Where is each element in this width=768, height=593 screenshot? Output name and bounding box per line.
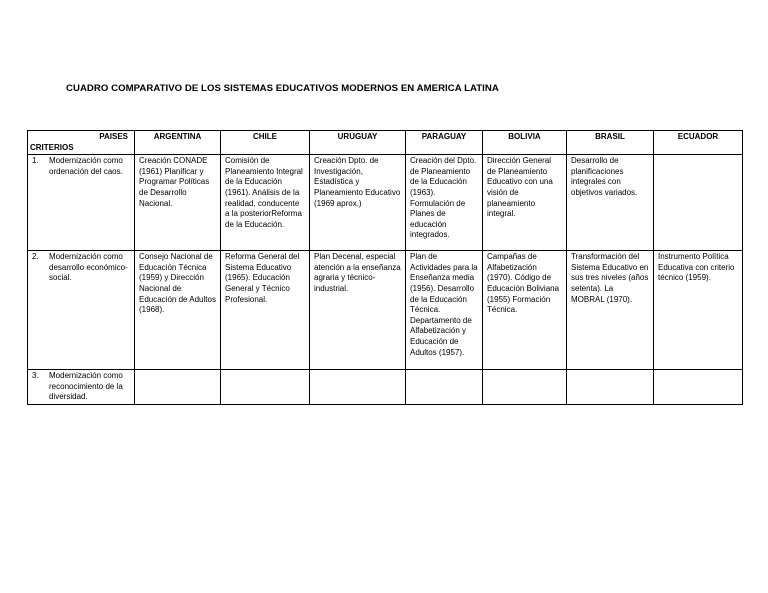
country-header-brasil: BRASIL [567, 131, 654, 155]
table-cell: Consejo Nacional de Educación Técnica (1959) y Dirección Nacional de Educación de Adultos (1968). [135, 251, 221, 370]
table-cell: Plan Decenal, especial atención a la enseñanza agraria y técnico-industrial. [310, 251, 406, 370]
criterion-text: Modernización como reconocimiento de la diversidad. [49, 371, 123, 402]
table-cell: Campañas de Alfabetización (1970). Código de Educación Boliviana (1955) Formación Técnica. [483, 251, 567, 370]
criterion-text: Modernización como desarrollo económico-social. [49, 252, 128, 283]
country-header-bolivia: BOLIVIA [483, 131, 567, 155]
table-cell [310, 370, 406, 405]
table-cell [654, 370, 743, 405]
corner-header-cell [28, 131, 135, 155]
table-cell: Reforma General del Sistema Educativo (1965). Educación General y Técnico Profesional. [221, 251, 310, 370]
table-cell: Creación del Dpto. de Planeamiento de la Educación (1963). Formulación de Planes de educación integrados. [406, 155, 483, 251]
table-cell: Creación CONADE (1961) Planificar y Programar Políticas de Desarrollo Nacional. [135, 155, 221, 251]
table-cell: Instrumento Política Educativa con criterio técnico (1959). [654, 251, 743, 370]
paises-label: PAISES [99, 132, 128, 141]
table-cell [135, 370, 221, 405]
table-row [28, 251, 743, 370]
table-cell: Transformación del Sistema Educativo en sus tres niveles (años setenta). La MOBRAL (1970). [567, 251, 654, 370]
country-header-chile: CHILE [221, 131, 310, 155]
criterion-cell [28, 251, 135, 370]
criterion-number: 2. [32, 252, 39, 262]
criterion-number: 1. [32, 156, 39, 166]
country-header-uruguay: URUGUAY [310, 131, 406, 155]
table-cell: Creación Dpto. de Investigación, Estadística y Planeamiento Educativo (1969 aprox.) [310, 155, 406, 251]
table-cell [406, 370, 483, 405]
criterios-label: CRITERIOS [30, 142, 74, 152]
table-cell [221, 370, 310, 405]
country-header-ecuador: ECUADOR [654, 131, 743, 155]
criterion-cell [28, 155, 135, 251]
table-cell: Comisión de Planeamiento Integral de la Educación (1961). Análisis de la realidad, conducente a la posteriorReforma de la Educación. [221, 155, 310, 251]
table-cell [483, 370, 567, 405]
country-header-argentina: ARGENTINA [135, 131, 221, 155]
criterion-cell [28, 370, 135, 405]
header-row [28, 131, 743, 155]
criterion-text: Modernización como ordenación del caos. [49, 156, 123, 176]
table-cell: Dirección General de Planeamiento Educativo con una visión de planeamiento integral. [483, 155, 567, 251]
table-cell: Desarrollo de planificaciones integrales con objetivos variados. [567, 155, 654, 251]
table-cell: Plan de Actividades para la Enseñanza media (1956). Desarrollo de la Educación Técnica. Departamento de Alfabetización y Educación de Adultos (1957). [406, 251, 483, 370]
criterion-number: 3. [32, 371, 39, 381]
table-cell [567, 370, 654, 405]
page-title: CUADRO COMPARATIVO DE LOS SISTEMAS EDUCATIVOS MODERNOS EN AMERICA LATINA [66, 83, 499, 94]
table-row [28, 370, 743, 405]
comparison-table [27, 130, 743, 405]
table-cell [654, 155, 743, 251]
table-row [28, 155, 743, 251]
country-header-paraguay: PARAGUAY [406, 131, 483, 155]
